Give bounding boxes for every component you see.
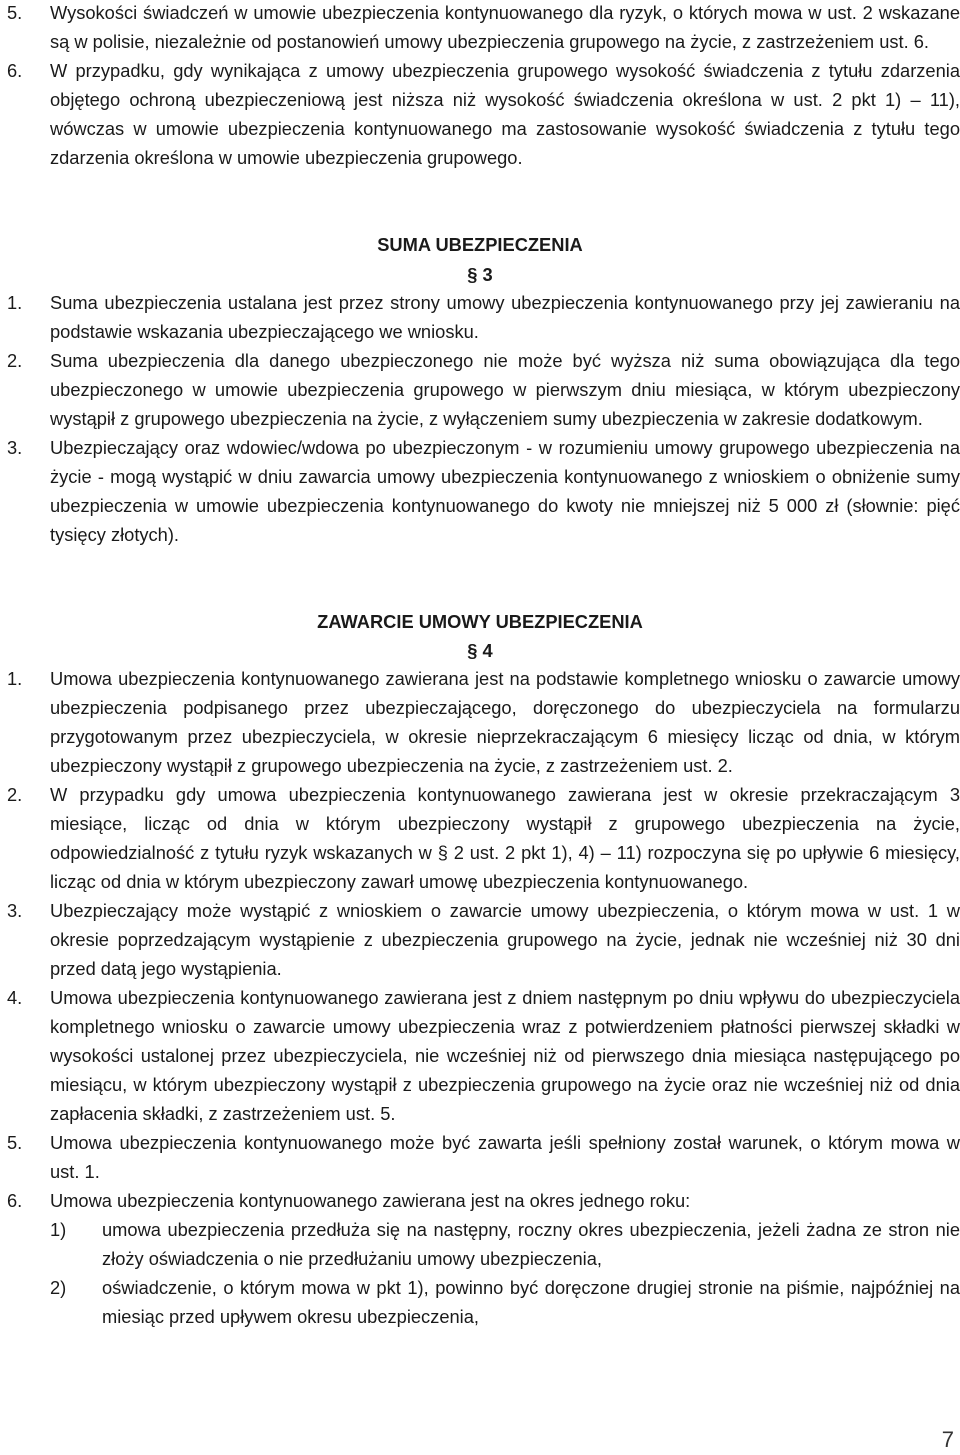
list-item-6 <box>0 56 960 172</box>
list-item-5 <box>0 1128 960 1186</box>
item-text: Ubezpieczający może wystąpić z wnioskiem o zawarcie umowy ubezpieczenia, o którym mowa w ust. 1 w okresie poprzedzającym wystąpienie z ubezpieczenia grupowego na życie, jednak nie wcześniej niż 30 dni przed datą jego wystąpienia. <box>50 900 960 979</box>
item-number: 2. <box>7 350 23 371</box>
list-item-3 <box>0 433 960 549</box>
item-number: 5. <box>7 1132 23 1153</box>
item-number: 2. <box>7 784 23 805</box>
section-heading-suma: SUMA UBEZPIECZENIA <box>377 234 583 255</box>
item-number: 1. <box>7 292 23 313</box>
section-heading-zawarcie: ZAWARCIE UMOWY UBEZPIECZENIA <box>317 611 643 632</box>
section-4-items <box>0 664 960 1331</box>
item-text: Ubezpieczający oraz wdowiec/wdowa po ubezpieczonym - w rozumieniu umowy grupowego ubezpieczenia na życie - mogą wystąpić w dniu zawarcia umowy ubezpieczenia kontynuowanego z wnioskiem o obniżenie sumy ubezpieczenia w umowie ubezpieczenia kontynuowanego do kwoty nie mniejszej niż 5 000 zł (słownie: pięć tysięcy złotych). <box>50 437 960 545</box>
item-number: 6. <box>7 1190 23 1211</box>
page-number: 7 <box>941 1427 954 1452</box>
item-text: Umowa ubezpieczenia kontynuowanego zawierana jest na okres jednego roku: <box>50 1190 691 1211</box>
item-text: W przypadku, gdy wynikająca z umowy ubezpieczenia grupowego wysokość świadczenia z tytułu zdarzenia objętego ochroną ubezpieczeniową jest niższa niż wysokość świadczenia określona w ust. 2 pkt 1) – 11), wówczas w umowie ubezpieczenia kontynuowanego ma zastosowanie wysokość świadczenia z tytułu tego zdarzenia określona w umowie ubezpieczenia grupowego. <box>50 60 960 168</box>
sub-item-number: 1) <box>50 1219 67 1240</box>
list-item-5 <box>0 0 960 56</box>
item-number: 6. <box>7 60 23 81</box>
list-item-2 <box>0 780 960 896</box>
item-text: Umowa ubezpieczenia kontynuowanego zawierana jest z dniem następnym po dniu wpływu do ubezpieczyciela kompletnego wniosku o zawarcie umowy ubezpieczenia wraz z potwierdzeniem płatności pierwszej składki w wysokości ustalonej przez ubezpieczyciela, nie wcześniej niż od pierwszego dnia miesiąca następującego po miesiącu, w którym ubezpieczony wystąpił z ubezpieczenia grupowego na życie oraz nie wcześniej niż od dnia zapłacenia składki, z zastrzeżeniem ust. 5. <box>50 987 960 1124</box>
sub-item-text: umowa ubezpieczenia przedłuża się na następny, roczny okres ubezpieczenia, jeżeli żadna ze stron nie złoży oświadczenia o nie przedłużaniu umowy ubezpieczenia, <box>102 1219 960 1269</box>
list-item-1 <box>0 288 960 346</box>
section-3-items <box>0 288 960 549</box>
item-text: Umowa ubezpieczenia kontynuowanego może być zawarta jeśli spełniony został warunek, o którym mowa w ust. 1. <box>50 1132 960 1182</box>
list-item-1 <box>0 664 960 780</box>
sub-item-2 <box>50 1273 960 1331</box>
list-item-3 <box>0 896 960 983</box>
item-number: 3. <box>7 900 23 921</box>
list-item-4 <box>0 983 960 1128</box>
item-text: Umowa ubezpieczenia kontynuowanego zawierana jest na podstawie kompletnego wniosku o zawarcie umowy ubezpieczenia podpisanego przez ubezpieczającego, doręczonego do ubezpieczyciela na formularzu przygotowanym przez ubezpieczyciela, w okresie nieprzekraczającym 6 miesięcy licząc od dnia, w którym ubezpieczony wystąpił z grupowego ubezpieczenia na życie, z zastrzeżeniem ust. 2. <box>50 668 960 776</box>
block-continued <box>0 0 960 172</box>
item-text: Suma ubezpieczenia dla danego ubezpieczonego nie może być wyższa niż suma obowiązująca dla tego ubezpieczonego w umowie ubezpieczenia grupowego w pierwszym dniu miesiąca, w którym ubezpieczony wystąpił z grupowego ubezpieczenia na życie, z wyłączeniem sumy ubezpieczenia w zakresie dodatkowym. <box>50 350 960 429</box>
item-number: 3. <box>7 437 23 458</box>
sub-item-1 <box>50 1215 960 1273</box>
section-number-3: § 3 <box>467 264 493 285</box>
section-number-4: § 4 <box>467 640 493 661</box>
sub-item-text: oświadczenie, o którym mowa w pkt 1), powinno być doręczone drugiej stronie na piśmie, najpóźniej na miesiąc przed upływem okresu ubezpieczenia, <box>102 1277 960 1327</box>
list-item-6 <box>0 1186 960 1331</box>
item-text: Wysokości świadczeń w umowie ubezpieczenia kontynuowanego dla ryzyk, o których mowa w ust. 2 wskazane są w polisie, niezależnie od postanowień umowy ubezpieczenia grupowego na życie, z zastrzeżeniem ust. 6. <box>50 2 960 52</box>
item-number: 5. <box>7 2 23 23</box>
item-number: 1. <box>7 668 23 689</box>
item-text: W przypadku gdy umowa ubezpieczenia kontynuowanego zawierana jest w okresie przekraczającym 3 miesiące, licząc od dnia w którym ubezpieczony wystąpił z grupowego ubezpieczenia na życie, odpowiedzialność z tytułu ryzyk wskazanych w § 2 ust. 2 pkt 1), 4) – 11) rozpoczyna się po upływie 6 miesięcy, licząc od dnia w którym ubezpieczony zawarł umowę ubezpieczenia kontynuowanego. <box>50 784 960 892</box>
item-text: Suma ubezpieczenia ustalana jest przez strony umowy ubezpieczenia kontynuowanego przy jej zawieraniu na podstawie wskazania ubezpieczającego we wniosku. <box>50 292 960 342</box>
sub-item-number: 2) <box>50 1277 67 1298</box>
list-item-2 <box>0 346 960 433</box>
item-number: 4. <box>7 987 23 1008</box>
